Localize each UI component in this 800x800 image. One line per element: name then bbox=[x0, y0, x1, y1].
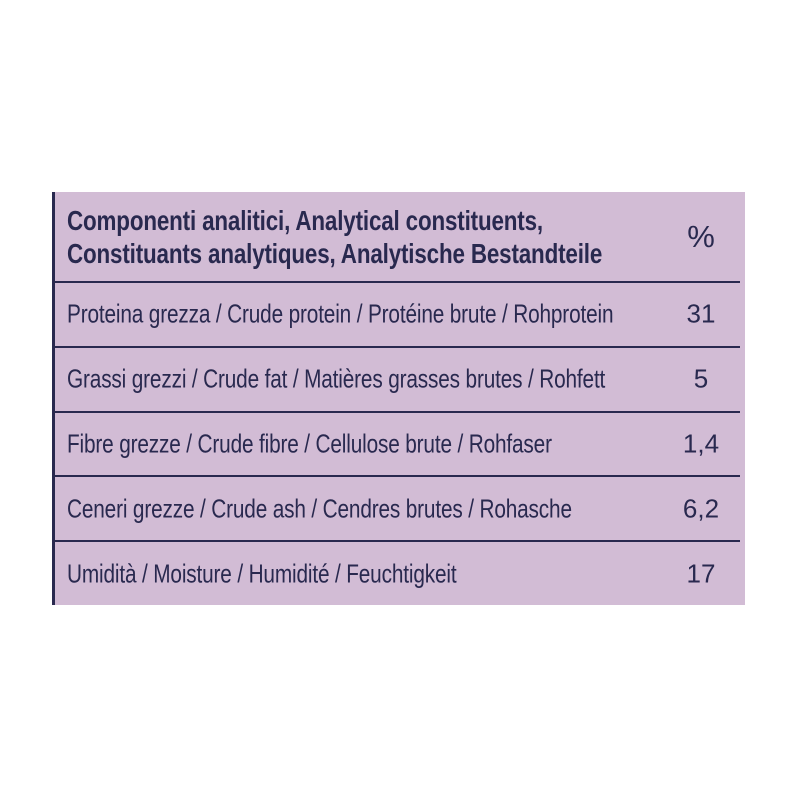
row-label-text: Proteina grezza / Crude protein / Protéine brute / Rohprotein bbox=[67, 298, 614, 329]
header-title-line2: Constituants analytiques, Analytische Bestandteile bbox=[67, 237, 603, 269]
row-label-text: Umidità / Moisture / Humidité / Feuchtigkeit bbox=[67, 558, 457, 589]
row-label bbox=[67, 299, 750, 330]
row-value: 31 bbox=[686, 298, 716, 329]
table-header-title bbox=[67, 204, 736, 270]
header-title-line1: Componenti analitici, Analytical constituents, bbox=[67, 204, 543, 236]
table-row-crude-protein bbox=[55, 283, 745, 346]
row-label-text: Grassi grezzi / Crude fat / Matières grasses brutes / Rohfett bbox=[67, 363, 606, 394]
table-row-crude-fat bbox=[55, 348, 745, 411]
row-label-text: Fibre grezze / Crude fibre / Cellulose brute / Rohfaser bbox=[67, 428, 552, 459]
row-label bbox=[67, 428, 673, 459]
percent-column-header: % bbox=[687, 218, 715, 254]
table-row-crude-fibre bbox=[55, 413, 745, 476]
row-label bbox=[67, 364, 740, 395]
table-row-crude-ash bbox=[55, 477, 745, 540]
analytical-constituents-table bbox=[52, 192, 745, 605]
row-value: 17 bbox=[686, 558, 716, 589]
table-header-row bbox=[55, 192, 745, 281]
row-label bbox=[67, 493, 698, 524]
table-row-moisture bbox=[55, 542, 745, 605]
row-label bbox=[67, 558, 554, 589]
row-value: 1,4 bbox=[682, 428, 720, 459]
row-value: 5 bbox=[693, 363, 709, 394]
row-label-text: Ceneri grezze / Crude ash / Cendres brutes / Rohasche bbox=[67, 493, 572, 524]
row-value: 6,2 bbox=[682, 493, 720, 524]
